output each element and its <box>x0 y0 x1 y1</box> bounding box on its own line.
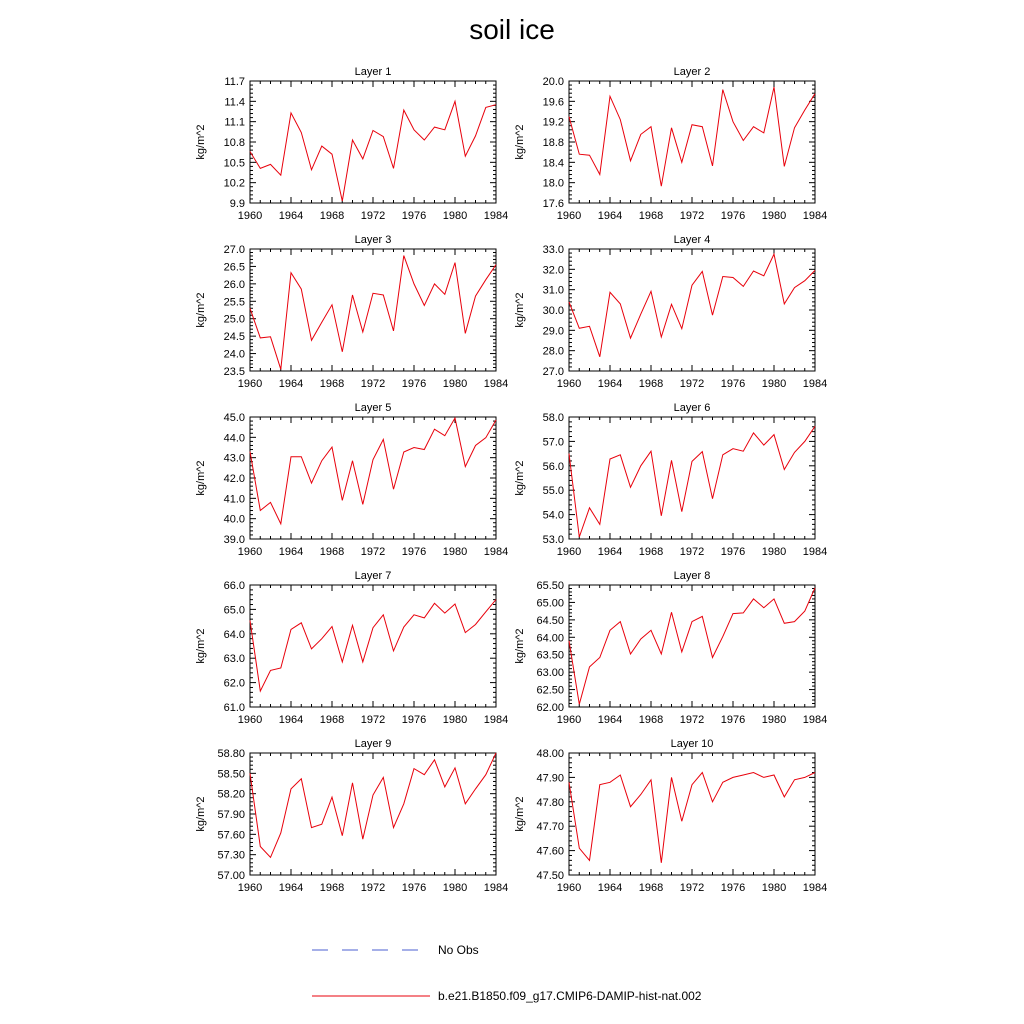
panel-3-ylabel: kg/m^2 <box>195 292 207 328</box>
panel-1-ytick-label: 11.1 <box>224 116 245 129</box>
panel-9-title: Layer 9 <box>354 738 392 750</box>
panel-6-ytick-label: 58.0 <box>542 412 564 424</box>
panel-3-xtick-label: 1984 <box>483 378 509 390</box>
figure-title: soil ice <box>469 14 555 45</box>
panel-5-ytick-label: 40.0 <box>223 513 245 526</box>
panel-5-xtick-label: 1972 <box>360 546 386 558</box>
panel-6-xtick-label: 1960 <box>556 546 582 558</box>
panel-1-ytick-label: 10.2 <box>223 177 245 190</box>
panel-9-ytick-label: 58.50 <box>217 768 245 781</box>
panel-8-xtick-label: 1964 <box>597 714 623 726</box>
panel-10-ylabel: kg/m^2 <box>514 796 526 832</box>
panel-1-ytick-label: 11.7 <box>224 76 245 88</box>
panel-9-ytick-label: 57.90 <box>217 809 245 821</box>
panel-1-xtick-label: 1976 <box>401 210 427 222</box>
panel-4-ylabel: kg/m^2 <box>514 292 526 328</box>
panel-2-ytick-label: 19.2 <box>542 116 564 129</box>
panel-3-xtick-label: 1972 <box>360 378 386 390</box>
panel-10-xtick-label: 1976 <box>720 882 746 894</box>
panel-10-ytick-label: 47.80 <box>536 796 564 809</box>
panel-7-xtick-label: 1960 <box>237 714 263 726</box>
panel-8-xtick-label: 1960 <box>556 714 582 726</box>
panel-9-ytick-label: 57.60 <box>217 829 245 842</box>
panel-8-ytick-label: 63.00 <box>536 667 564 680</box>
panel-10-xtick-label: 1980 <box>761 882 787 894</box>
panel-6-ytick-label: 56.0 <box>542 460 564 473</box>
panel-3-xtick-label: 1976 <box>401 378 427 390</box>
panel-3-ytick-label: 25.5 <box>223 296 245 309</box>
panel-8-title: Layer 8 <box>673 570 711 582</box>
panel-5-xtick-label: 1984 <box>483 546 509 558</box>
panel-2-xtick-label: 1976 <box>720 210 746 222</box>
panel-7-ytick-label: 63.0 <box>223 653 245 666</box>
panel-5-ytick-label: 39.0 <box>223 534 245 546</box>
panel-8-ytick-label: 65.00 <box>536 597 564 610</box>
panel-2-xtick-label: 1984 <box>802 210 828 222</box>
panel-7-xtick-label: 1972 <box>360 714 386 726</box>
panel-5-title: Layer 5 <box>354 402 392 414</box>
panel-2-title: Layer 2 <box>673 66 711 78</box>
panel-10-xtick-label: 1964 <box>597 882 623 894</box>
panel-3-xtick-label: 1964 <box>278 378 304 390</box>
panel-8-xtick-label: 1972 <box>679 714 705 726</box>
panel-1-xtick-label: 1984 <box>483 210 509 222</box>
panel-4-xtick-label: 1972 <box>679 378 705 390</box>
panel-7-xtick-label: 1968 <box>319 714 345 726</box>
panel-9-ytick-label: 57.00 <box>217 870 245 882</box>
legend-run-label: b.e21.B1850.f09_g17.CMIP6-DAMIP-hist-nat.002 <box>438 989 702 1003</box>
panel-4-title: Layer 4 <box>673 234 711 246</box>
panel-8-xtick-label: 1976 <box>720 714 746 726</box>
panel-4-xtick-label: 1968 <box>638 378 664 390</box>
panel-5-xtick-label: 1980 <box>442 546 468 558</box>
panel-2-xtick-label: 1972 <box>679 210 705 222</box>
panel-2-ytick-label: 18.4 <box>542 157 564 170</box>
panel-3-ytick-label: 25.0 <box>223 313 245 326</box>
panel-6-ytick-label: 57.0 <box>542 436 564 449</box>
panel-4-ytick-label: 29.0 <box>542 325 564 338</box>
panel-4-xtick-label: 1960 <box>556 378 582 390</box>
panel-7-ytick-label: 64.0 <box>223 628 245 641</box>
panel-4-ytick-label: 30.0 <box>542 305 564 317</box>
panel-9-xtick-label: 1984 <box>483 882 509 894</box>
panel-2-ylabel: kg/m^2 <box>514 124 526 160</box>
panel-10-xtick-label: 1972 <box>679 882 705 894</box>
panel-4-xtick-label: 1984 <box>802 378 828 390</box>
panel-2-xtick-label: 1968 <box>638 210 664 222</box>
panel-2-ytick-label: 19.6 <box>542 96 564 109</box>
panel-10-ytick-label: 47.70 <box>536 821 564 834</box>
panel-6-xtick-label: 1972 <box>679 546 705 558</box>
panel-10-ytick-label: 47.60 <box>536 845 564 858</box>
panel-4-ytick-label: 28.0 <box>542 345 564 358</box>
panel-6-xtick-label: 1980 <box>761 546 787 558</box>
panel-1-ytick-label: 11.4 <box>224 96 245 109</box>
panel-10-ytick-label: 47.50 <box>536 870 564 882</box>
panel-1-ylabel: kg/m^2 <box>195 124 207 160</box>
panel-8-ytick-label: 62.00 <box>536 702 564 714</box>
panel-3-ytick-label: 26.5 <box>223 261 245 274</box>
panel-3-title: Layer 3 <box>354 234 392 246</box>
panel-1-ytick-label: 9.9 <box>229 198 245 210</box>
panel-3-ytick-label: 24.5 <box>223 331 245 344</box>
panel-5-ytick-label: 41.0 <box>223 493 245 506</box>
panel-7-title: Layer 7 <box>354 570 392 582</box>
panel-6-ylabel: kg/m^2 <box>514 460 526 496</box>
panel-10-ytick-label: 48.00 <box>536 748 564 760</box>
panel-4-xtick-label: 1980 <box>761 378 787 390</box>
panel-9-xtick-label: 1964 <box>278 882 304 894</box>
panel-6-xtick-label: 1968 <box>638 546 664 558</box>
panel-7-ylabel: kg/m^2 <box>195 628 207 664</box>
panel-6-ytick-label: 53.0 <box>542 534 564 546</box>
panel-3-xtick-label: 1960 <box>237 378 263 390</box>
panel-9-ytick-label: 58.20 <box>217 788 245 801</box>
panel-6-xtick-label: 1984 <box>802 546 828 558</box>
panel-6-ytick-label: 55.0 <box>542 485 564 498</box>
panel-5-ylabel: kg/m^2 <box>195 460 207 496</box>
panel-2-ytick-label: 18.8 <box>542 137 564 149</box>
panel-1-title: Layer 1 <box>354 66 392 78</box>
panel-2-xtick-label: 1980 <box>761 210 787 222</box>
panel-9-xtick-label: 1968 <box>319 882 345 894</box>
panel-10-xtick-label: 1960 <box>556 882 582 894</box>
panel-8-xtick-label: 1980 <box>761 714 787 726</box>
panel-5-ytick-label: 42.0 <box>223 473 245 485</box>
panel-9-xtick-label: 1960 <box>237 882 263 894</box>
panel-6-xtick-label: 1976 <box>720 546 746 558</box>
panel-7-xtick-label: 1964 <box>278 714 304 726</box>
panel-9-xtick-label: 1980 <box>442 882 468 894</box>
panel-10-ytick-label: 47.90 <box>536 772 564 785</box>
panel-7-ytick-label: 62.0 <box>223 677 245 690</box>
panel-9-xtick-label: 1972 <box>360 882 386 894</box>
panel-9-ytick-label: 58.80 <box>217 748 245 760</box>
panel-10-xtick-label: 1968 <box>638 882 664 894</box>
panel-3-xtick-label: 1968 <box>319 378 345 390</box>
panel-5-ytick-label: 44.0 <box>223 432 245 445</box>
panel-4-xtick-label: 1964 <box>597 378 623 390</box>
panel-8-ytick-label: 64.50 <box>536 614 564 627</box>
panel-5-xtick-label: 1964 <box>278 546 304 558</box>
panel-8-xtick-label: 1968 <box>638 714 664 726</box>
panel-10-title: Layer 10 <box>670 738 714 750</box>
panel-4-ytick-label: 32.0 <box>542 264 564 277</box>
panel-8-ytick-label: 62.50 <box>536 684 564 697</box>
panel-6-title: Layer 6 <box>673 402 711 414</box>
panel-6-xtick-label: 1964 <box>597 546 623 558</box>
panel-3-ytick-label: 26.0 <box>223 278 245 291</box>
panel-4-ytick-label: 27.0 <box>542 366 564 378</box>
panel-6-ytick-label: 54.0 <box>542 509 564 522</box>
panel-8-ytick-label: 63.50 <box>536 649 564 662</box>
panel-5-xtick-label: 1960 <box>237 546 263 558</box>
panel-1-ytick-label: 10.8 <box>223 137 245 149</box>
panel-8-ytick-label: 65.50 <box>536 580 564 592</box>
panel-2-xtick-label: 1964 <box>597 210 623 222</box>
panel-2-ytick-label: 17.6 <box>542 198 564 210</box>
panel-3-xtick-label: 1980 <box>442 378 468 390</box>
panel-2-xtick-label: 1960 <box>556 210 582 222</box>
panel-2-ytick-label: 18.0 <box>542 177 564 190</box>
panel-5-ytick-label: 43.0 <box>223 452 245 465</box>
panel-9-ylabel: kg/m^2 <box>195 796 207 832</box>
panel-9-ytick-label: 57.30 <box>217 849 245 862</box>
panel-8-ytick-label: 64.00 <box>536 632 564 645</box>
panel-1-xtick-label: 1972 <box>360 210 386 222</box>
panel-4-ytick-label: 31.0 <box>542 284 564 297</box>
panel-5-ytick-label: 45.0 <box>223 412 245 424</box>
panel-8-ylabel: kg/m^2 <box>514 628 526 664</box>
panel-7-xtick-label: 1980 <box>442 714 468 726</box>
panel-7-ytick-label: 65.0 <box>223 604 245 617</box>
panel-7-xtick-label: 1976 <box>401 714 427 726</box>
panel-1-ytick-label: 10.5 <box>223 157 245 170</box>
panel-5-xtick-label: 1968 <box>319 546 345 558</box>
panel-5-xtick-label: 1976 <box>401 546 427 558</box>
panel-1-xtick-label: 1964 <box>278 210 304 222</box>
panel-8-xtick-label: 1984 <box>802 714 828 726</box>
panel-3-ytick-label: 23.5 <box>223 366 245 378</box>
panel-1-xtick-label: 1960 <box>237 210 263 222</box>
panel-7-ytick-label: 66.0 <box>223 580 245 592</box>
panel-2-ytick-label: 20.0 <box>542 76 564 88</box>
panel-3-ytick-label: 27.0 <box>223 244 245 256</box>
panel-10-xtick-label: 1984 <box>802 882 828 894</box>
panel-1-xtick-label: 1968 <box>319 210 345 222</box>
panel-7-ytick-label: 61.0 <box>223 702 245 714</box>
panel-9-xtick-label: 1976 <box>401 882 427 894</box>
panel-3-ytick-label: 24.0 <box>223 348 245 361</box>
panel-4-ytick-label: 33.0 <box>542 244 564 256</box>
legend-noobs-label: No Obs <box>438 943 479 957</box>
panel-1-xtick-label: 1980 <box>442 210 468 222</box>
panel-4-xtick-label: 1976 <box>720 378 746 390</box>
panel-7-xtick-label: 1984 <box>483 714 509 726</box>
